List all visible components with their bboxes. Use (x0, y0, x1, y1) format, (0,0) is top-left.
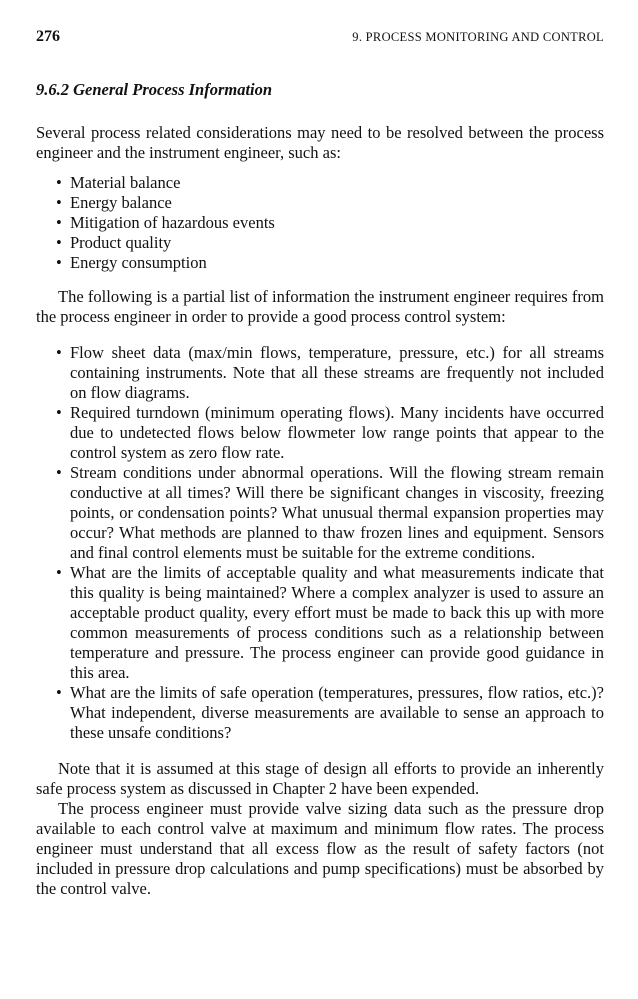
chapter-title: 9. PROCESS MONITORING AND CONTROL (352, 30, 604, 44)
considerations-list (56, 173, 604, 273)
closing-paragraph: The process engineer must provide valve sizing data such as the pressure drop available to each control valve at maximum and minimum flow rates. The process engineer must understand that all excess flow as the result of safety factors (not included in pressure drop calculations and pump specifications) must be absorbed by the control valve. (36, 799, 604, 898)
list-item-text: Required turndown (minimum operating flows). Many incidents have occurred due to undetected flows below flowmeter low range points that appear to the control system as zero flow rate. (70, 403, 604, 462)
list-item-text: Energy balance (70, 193, 172, 212)
bullet-icon: • (56, 563, 62, 582)
list-item-text: Product quality (70, 233, 172, 252)
intro-paragraph: Several process related considerations may need to be resolved between the process engineer and the instrument engineer, such as: (36, 123, 604, 162)
bullet-icon: • (56, 683, 62, 702)
page-number: 276 (36, 28, 60, 45)
list-item-text: Flow sheet data (max/min flows, temperature, pressure, etc.) for all streams containing instruments. Note that all these streams are frequently not included on flow diagrams. (70, 343, 604, 402)
list-item (56, 463, 604, 563)
list-item-text: Mitigation of hazardous events (70, 213, 275, 232)
bullet-icon: • (56, 253, 62, 272)
list-item (56, 683, 604, 743)
bullet-icon: • (56, 233, 62, 252)
list-item (56, 233, 604, 253)
list-item-text: Material balance (70, 173, 181, 192)
bullet-icon: • (56, 403, 62, 422)
list-item (56, 563, 604, 683)
list-item-text: Energy consumption (70, 253, 207, 272)
list-item (56, 343, 604, 403)
requirements-list (56, 343, 604, 743)
bullet-icon: • (56, 463, 62, 482)
list-item (56, 403, 604, 463)
bullet-icon: • (56, 213, 62, 232)
list-item (56, 213, 604, 233)
list-item-text: Stream conditions under abnormal operations. Will the flowing stream remain conductive at all times? Will there be significant changes in viscosity, freezing points, or condensation points? What unusual thermal expansion properties may occur? What methods are planned to thaw frozen lines and equipment. Sensors and final control elements must be suitable for the extreme conditions. (70, 463, 604, 562)
running-header (36, 28, 604, 50)
bullet-icon: • (56, 173, 62, 192)
requirements-intro-paragraph: The following is a partial list of information the instrument engineer requires from the process engineer in order to provide a good process control system: (36, 287, 604, 326)
list-item (56, 173, 604, 193)
list-item-text: What are the limits of safe operation (temperatures, pressures, flow ratios, etc.)? What independent, diverse measurements are available to sense an approach to these unsafe conditions? (70, 683, 604, 742)
list-item (56, 253, 604, 273)
note-paragraph: Note that it is assumed at this stage of design all efforts to provide an inherently safe process system as discussed in Chapter 2 have been expended. (36, 759, 604, 798)
bullet-icon: • (56, 193, 62, 212)
list-item (56, 193, 604, 213)
list-item-text: What are the limits of acceptable quality and what measurements indicate that this quality is being maintained? Where a complex analyzer is used to assure an acceptable product quality, every effort must be made to back this up with more common measurements of process conditions such as a relationship between temperature and pressure. The process engineer can provide good guidance in this area. (70, 563, 604, 682)
section-heading: 9.6.2 General Process Information (36, 80, 273, 99)
bullet-icon: • (56, 343, 62, 362)
book-page (36, 28, 604, 899)
